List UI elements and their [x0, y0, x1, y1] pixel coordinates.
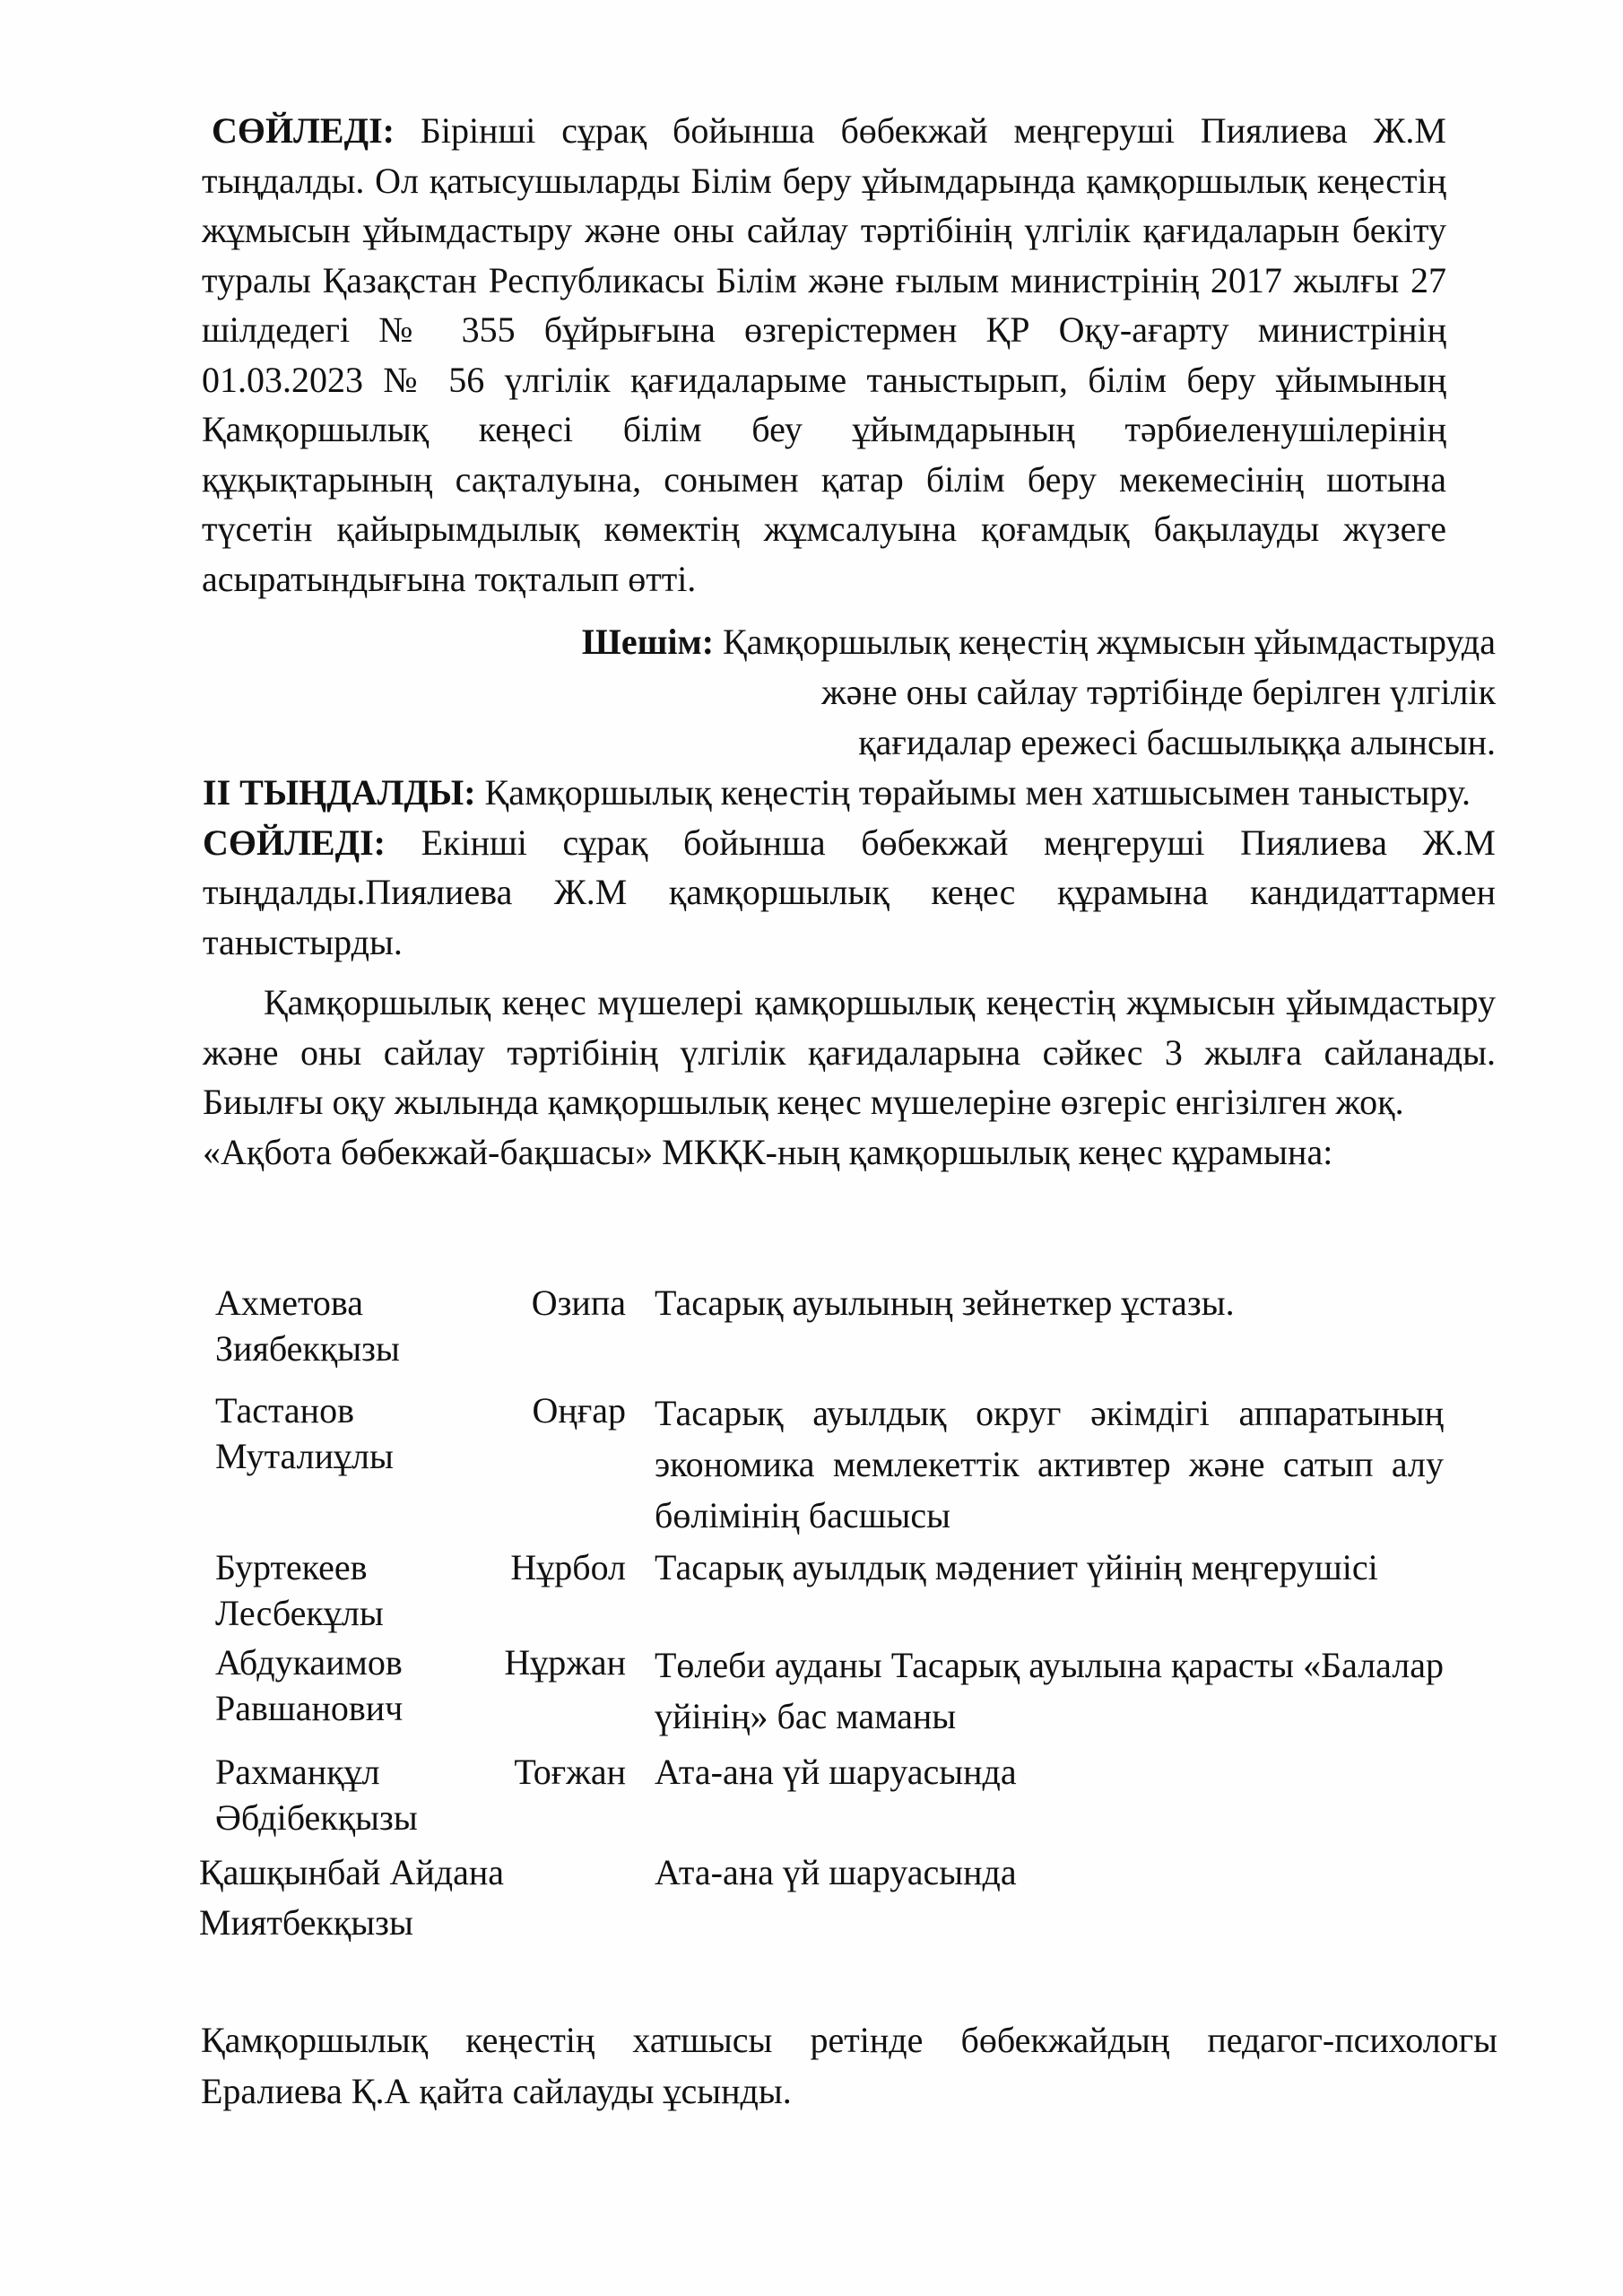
- item2-label: II ТЫҢДАЛДЫ:: [203, 772, 476, 813]
- speech2-label: СӨЙЛЕДІ:: [203, 822, 386, 863]
- member-name: [215, 1639, 626, 1742]
- decision-line-3: қағидалар ережесі басшылыққа алынсын.: [858, 722, 1496, 762]
- speech-text: Бірінші сұрақ бойынша бөбекжай меңгеруші Пиялиева Ж.М тыңдалды. Ол қатысушыларды Білім беру ұйымдарында қамқоршылық кеңестің жұмысын ұйымдастыру және оны сайлау тәртібінің үлгілік қағидаларын бекіту туралы Қазақстан Республикасы Білім және ғылым министрінің 2017 жылғы 27 шілдедегі № 355 бұйрығына өзгерістермен ҚР Оқу-ағарту министрінің 01.03.2023 № 56 үлгілік қағидаларыме таныстырып, білім беру ұйымының Қамқоршылық кеңесі білім беу ұйымдарының тәрбиеленушілерінің құқықтарының сақталуына, сонымен қатар білім беру мекемесінің шотына түсетін қайырымдылық көмектің жұмсалуына қоғамдық бақылауды жүзеге асыратындығына тоқталып өтті.: [202, 110, 1446, 599]
- member-description: Ата-ана үй шаруасында: [655, 1852, 1017, 1892]
- item2-text: Қамқоршылық кеңестің төрайымы мен хатшысымен таныстыру.: [475, 772, 1471, 813]
- members-list: [199, 1280, 1497, 1952]
- member-patronymic: Равшанович: [215, 1688, 404, 1728]
- decision-label: Шешім:: [581, 622, 715, 662]
- member-description: Тасарық ауылдық мәдениет үйінің меңгерушісі: [655, 1547, 1378, 1587]
- member-description: Тасарық ауылының зейнеткер ұстазы.: [655, 1283, 1235, 1323]
- member-patronymic: Әбдібекқызы: [215, 1797, 418, 1838]
- member-row: [215, 1387, 1497, 1541]
- member-description: Тасарық ауылдық округ әкімдігі аппаратының экономика мемлекеттік активтер және сатып алу бөлімінің басшысы: [655, 1393, 1444, 1535]
- member-row: [215, 1749, 1497, 1840]
- member-patronymic: Зиябекқызы: [215, 1328, 400, 1369]
- member-description: Төлеби ауданы Тасарық ауылына қарасты «Балалар үйінің» бас маманы: [655, 1645, 1444, 1736]
- speech-label: СӨЙЛЕДІ:: [212, 110, 395, 151]
- member-first-name: Нұрбол: [510, 1547, 626, 1587]
- member-row: [215, 1280, 1497, 1371]
- member-name: [199, 1848, 626, 1948]
- member-row: [199, 1848, 1497, 1948]
- member-patronymic: Муталиұлы: [215, 1436, 394, 1476]
- agenda-item-2: [203, 768, 1496, 818]
- member-surname: Тастанов: [215, 1390, 354, 1431]
- member-patronymic: Лесбекұлы: [215, 1593, 384, 1633]
- member-row: [215, 1639, 1497, 1742]
- members-term-paragraph: Қамқоршылық кеңес мүшелері қамқоршылық кеңестің жұмысын ұйымдастыру және оны сайлау тәртібінің үлгілік қағидаларына сәйкес 3 жылға сайланады. Биылғы оқу жылында қамқоршылық кеңес мүшелеріне өзгеріс енгізілген жоқ.: [203, 982, 1496, 1122]
- member-first-name: Тоғжан: [514, 1752, 626, 1792]
- speech-paragraph-1: [202, 106, 1446, 604]
- decision-line-2: және оны сайлау тәртібінде берілген үлгілік: [821, 672, 1496, 712]
- member-first-name: Оңғар: [532, 1390, 626, 1431]
- member-surname: Абдукаимов: [215, 1642, 403, 1683]
- members-intro: «Ақбота бөбекжай-бақшасы» МКҚК-ның қамқоршылық кеңес құрамына:: [203, 1131, 1333, 1172]
- member-first-name: Нұржан: [504, 1642, 626, 1683]
- member-row: [215, 1544, 1497, 1636]
- member-surname: Ахметова: [215, 1283, 364, 1323]
- member-name: [215, 1280, 626, 1371]
- member-patronymic: Миятбекқызы: [199, 1902, 413, 1943]
- member-surname: Рахманқұл: [215, 1752, 380, 1792]
- lower-body: [203, 768, 1496, 1177]
- member-surname: Қашқынбай Айдана: [199, 1852, 505, 1892]
- member-name: [215, 1749, 626, 1840]
- decision-line-1: Қамқоршылық кеңестің жұмысын ұйымдастыруда: [714, 622, 1496, 662]
- member-description: Ата-ана үй шаруасында: [655, 1752, 1017, 1792]
- member-name: [215, 1544, 626, 1636]
- member-surname: Буртекеев: [215, 1547, 368, 1587]
- speech2-text: Екінші сұрақ бойынша бөбекжай меңгеруші Пиялиева Ж.М тыңдалды.Пиялиева Ж.М қамқоршылық кеңес құрамына кандидаттармен таныстырды.: [203, 822, 1496, 962]
- decision-block: [502, 617, 1496, 768]
- member-name: [215, 1387, 626, 1541]
- member-first-name: Озипа: [531, 1283, 626, 1323]
- speech-paragraph-2: [203, 818, 1496, 968]
- secretary-nomination-paragraph: Қамқоршылық кеңестің хатшысы ретінде бөбекжайдың педагог-психологы Ералиева Қ.А қайта сайлауды ұсынды.: [201, 2020, 1497, 2111]
